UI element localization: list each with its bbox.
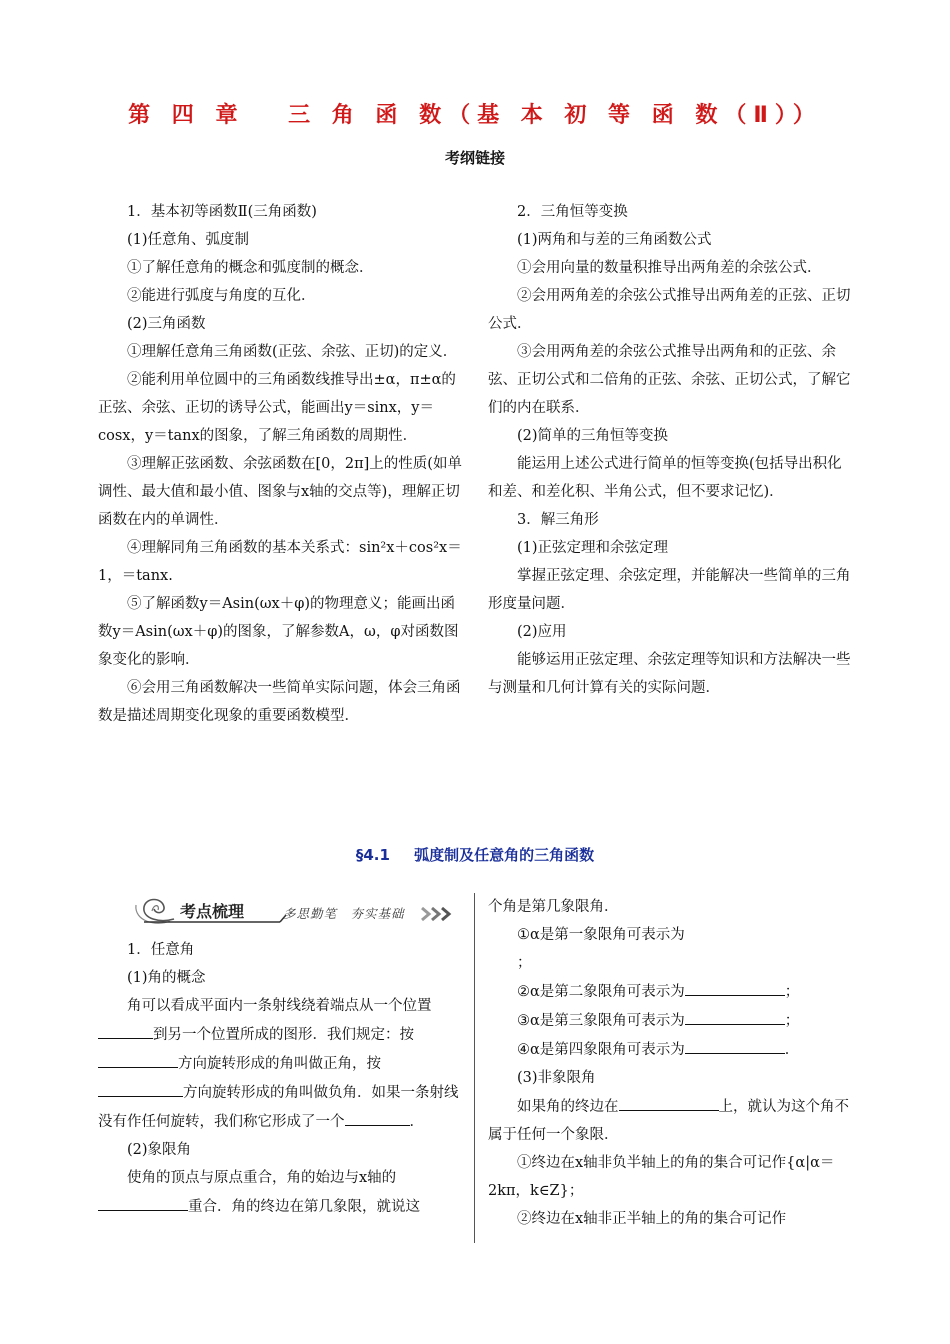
list-item: ； xyxy=(517,955,532,971)
syllabus-item: ①会用向量的数量积推导出两角差的余弦公式． xyxy=(517,260,822,276)
subheading: (1)角的概念 xyxy=(127,970,206,986)
syllabus-item: 3．解三角形 xyxy=(517,512,599,528)
syllabus-item: 1．基本初等函数Ⅱ(三角函数) xyxy=(127,204,317,220)
paragraph: 个角是第几象限角． xyxy=(488,899,619,915)
syllabus-item: (1)正弦定理和余弦定理 xyxy=(517,540,669,556)
banner-label: 考点梳理 xyxy=(180,902,245,921)
list-item: ④α是第四象限角可表示为 ． xyxy=(488,1035,854,1064)
syllabus-item: ②会用两角差的余弦公式推导出两角差的正弦、正切公式． xyxy=(488,288,851,332)
chapter-title: 第 四 章 三 角 函 数（基 本 初 等 函 数（Ⅱ）） xyxy=(128,103,822,128)
list-item: ①终边在x轴非负半轴上的角的集合可记作{α|α＝2kπ，k∈Z}； xyxy=(488,1155,835,1199)
list-item: ②α是第二象限角可表示为 ； xyxy=(488,977,854,1006)
section-title: §4.1 弧度制及任意角的三角函数 xyxy=(355,846,595,864)
syllabus-item: 能够运用正弦定理、余弦定理等知识和方法解决一些与测量和几何计算有关的实际问题． xyxy=(488,652,851,696)
syllabus-heading: 考纲链接 xyxy=(444,149,505,167)
list-item: ②终边在x轴非正半轴上的角的集合可记作 xyxy=(517,1211,787,1227)
syllabus-item: ⑤了解函数y＝Asin(ωx＋φ)的物理意义；能画出函数y＝Asin(ωx＋φ)的图象，了解参数A，ω，φ对函数图象变化的影响． xyxy=(98,596,459,668)
list-item: ①α是第一象限角可表示为 xyxy=(517,927,685,943)
syllabus-item: ⑥会用三角函数解决一些简单实际问题，体会三角函数是描述周期变化现象的重要函数模型． xyxy=(98,680,461,724)
syllabus-right-column xyxy=(488,198,853,702)
heading: 1．任意角 xyxy=(127,942,195,958)
syllabus-item: 能运用上述公式进行简单的恒等变换(包括导出积化和差、和差化积、半角公式，但不要求记忆)． xyxy=(488,456,842,500)
subheading: (2)象限角 xyxy=(127,1142,192,1158)
paragraph: 如果角的终边在 上，就认为这个角不属于任何一个象限． xyxy=(488,1092,854,1149)
double-chevron-icon xyxy=(420,906,462,922)
syllabus-item: ②能进行弧度与角度的互化． xyxy=(127,288,316,304)
syllabus-item: ①理解任意角三角函数(正弦、余弦、正切)的定义． xyxy=(127,344,458,360)
section-right-column xyxy=(488,893,854,1233)
column-divider xyxy=(474,893,475,1243)
list-item: ③α是第三象限角可表示为 ； xyxy=(488,1006,854,1035)
banner-tag: 多思勤笔 夯实基础 xyxy=(283,906,405,921)
paragraph: 角可以看成平面内一条射线绕着端点从一个位置到另一个位置所成的图形．我们规定：按方向旋转形成的角叫做正角，按方向旋转形成的角叫做负角．如果一条射线没有作任何旋转，我们称它形成了一个 ． xyxy=(98,998,459,1130)
syllabus-item: (2)应用 xyxy=(517,624,567,640)
section-left-column xyxy=(98,936,464,1221)
syllabus-item: ②能利用单位圆中的三角函数线推导出±α，π±α的正弦、余弦、正切的诱导公式，能画出y＝sinx，y＝cosx，y＝tanx的图象，了解三角函数的周期性． xyxy=(98,372,456,444)
syllabus-left-column xyxy=(98,198,463,730)
syllabus-item: ③理解正弦函数、余弦函数在[0，2π]上的性质(如单调性、最大值和最小值、图象与x轴的交点等)，理解正切函数在内的单调性． xyxy=(98,456,462,528)
syllabus-item: (2)三角函数 xyxy=(127,316,206,332)
syllabus-item: 掌握正弦定理、余弦定理，并能解决一些简单的三角形度量问题． xyxy=(488,568,851,612)
subheading: (3)非象限角 xyxy=(517,1070,596,1086)
syllabus-item: (1)两角和与差的三角函数公式 xyxy=(517,232,712,248)
key-points-banner xyxy=(130,893,460,927)
syllabus-item: ④理解同角三角函数的基本关系式：sin²x＋cos²x＝1，＝tanx. xyxy=(98,540,462,584)
syllabus-item: 2．三角恒等变换 xyxy=(517,204,628,220)
syllabus-item: (1)任意角、弧度制 xyxy=(127,232,250,248)
paragraph: 使角的顶点与原点重合，角的始边与x轴的重合．角的终边在第几象限，就说这 xyxy=(98,1164,464,1221)
syllabus-item: ①了解任意角的概念和弧度制的概念． xyxy=(127,260,374,276)
syllabus-item: (2)简单的三角恒等变换 xyxy=(517,428,669,444)
syllabus-item: ③会用两角差的余弦公式推导出两角和的正弦、余弦、正切公式和二倍角的正弦、余弦、正切公式，了解它们的内在联系． xyxy=(488,344,851,416)
